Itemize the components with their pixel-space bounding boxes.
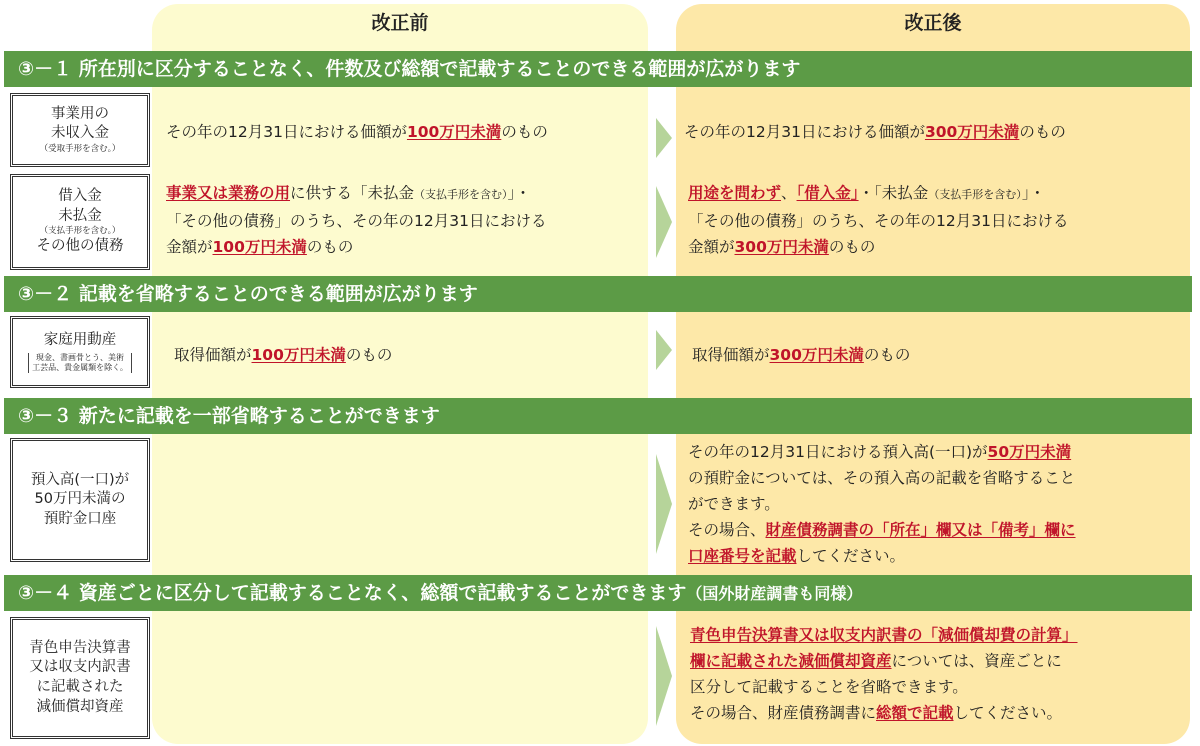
text-part: のもの (828, 238, 876, 256)
after-column-header: 改正後 (904, 12, 962, 34)
text-part: その年の12月31日における価額が (166, 123, 407, 141)
text-part: のもの (306, 238, 354, 256)
change-arrow (656, 330, 672, 370)
emphasis-text: 用途を問わず (688, 184, 782, 202)
label-note: （支払手形を含む。） (39, 226, 121, 237)
after-depreciable-text (690, 622, 1078, 726)
text-part: 、 (781, 184, 797, 202)
text-part: 取得価額が (692, 346, 770, 364)
text-line: の預貯金については、その預入高の記載を省略すること (688, 469, 1076, 487)
label-line: 預貯金口座 (43, 510, 117, 527)
text-small: （支払手形を含む） (928, 188, 1022, 201)
emphasis-text: 「借入金」 (796, 184, 859, 202)
label-small-deposits (10, 438, 150, 562)
section-heading-3-1: ③－１ 所在別に区分することなく、件数及び総額で記載することのできる範囲が広がります (4, 51, 1192, 87)
label-line: 預入高(一口)が (30, 471, 130, 488)
label-line: その他の債務 (36, 238, 124, 255)
label-line: 又は収支内訳書 (29, 659, 131, 676)
text-line (690, 622, 1078, 648)
emphasis-text: 事業又は業務の用 (166, 184, 291, 202)
label-note: （受取手形を含む。） (39, 144, 121, 155)
before-column-panel (152, 4, 648, 744)
after-receivables-text (684, 119, 1066, 145)
label-line: に記載された (36, 679, 124, 695)
section-heading-3-4 (4, 575, 1192, 611)
emphasis-text: 総額で記載 (876, 704, 954, 722)
change-arrow (656, 186, 672, 258)
text-part: してください。 (796, 547, 906, 565)
emphasis-text: 口座番号を記載 (688, 547, 797, 565)
label-note (28, 353, 132, 373)
text-part: 」・ (507, 184, 531, 202)
label-household-goods (10, 316, 150, 388)
emphasis-amount: 100万円未満 (406, 123, 502, 141)
label-line: 家庭用動産 (43, 332, 117, 349)
label-note-line: 工芸品、貴金属類を除く。 (32, 362, 128, 372)
label-line: 青色申告決算書 (29, 639, 131, 656)
text-part: に供する「未払金 (290, 184, 415, 202)
after-deposits-text (688, 439, 1076, 569)
text-line (688, 543, 1076, 569)
after-household-text (692, 342, 910, 368)
change-arrow (656, 454, 672, 554)
emphasis-text: 欄に記載された減価償却資産 (690, 652, 892, 670)
text-line (690, 648, 1078, 674)
label-line: 減価償却資産 (36, 698, 124, 715)
text-part: については、資産ごとに (891, 652, 1062, 670)
emphasis-amount: 100万円未満 (212, 238, 307, 256)
text-part: 金額が (688, 238, 735, 256)
label-debts (10, 174, 150, 270)
change-arrow (656, 118, 672, 158)
change-arrow (656, 626, 672, 726)
text-part: その場合、 (688, 521, 766, 539)
text-line: 区分して記載することを省略できます。 (690, 678, 968, 696)
text-part: 取得価額が (174, 346, 252, 364)
text-part: 」・ (1021, 184, 1046, 202)
text-line (688, 439, 1076, 465)
after-debts-text (688, 180, 1068, 260)
text-line: 「その他の債務」のうち、その年の12月31日における (166, 212, 547, 230)
text-part: のもの (863, 346, 911, 364)
label-depreciable-assets (10, 617, 150, 739)
section-heading-3-4-text: ③－４ 資産ごとに区分して記載することなく、総額で記載することができます (18, 582, 687, 604)
text-part: のもの (1019, 123, 1066, 141)
text-part: その年の12月31日における預入高(一口)が (688, 443, 988, 461)
text-line (166, 180, 546, 208)
section-heading-3-2: ③－２ 記載を省略することのできる範囲が広がります (4, 276, 1192, 312)
text-small: （支払手形を含む） (414, 188, 508, 201)
text-part: のもの (345, 346, 393, 364)
label-note-line: 現金、書画骨とう、美術 (36, 352, 124, 362)
text-part: ・「未払金 (858, 184, 929, 202)
label-line: 借入金 (58, 188, 102, 205)
before-receivables-text (166, 119, 548, 145)
text-part: のもの (501, 123, 548, 141)
text-line: 「その他の債務」のうち、その年の12月31日における (688, 212, 1069, 230)
text-line (688, 517, 1076, 543)
before-household-text (174, 342, 392, 368)
text-line (166, 234, 546, 260)
text-line: ができます。 (688, 495, 780, 513)
before-debts-text (166, 180, 546, 260)
emphasis-amount: 300万円未満 (924, 123, 1020, 141)
label-line: 事業用の (51, 105, 109, 122)
emphasis-amount: 300万円未満 (734, 238, 829, 256)
label-line: 未収入金 (51, 125, 109, 142)
label-business-receivables (10, 93, 150, 167)
emphasis-text: 青色申告決算書又は収支内訳書の「減価償却費の計算」 (690, 626, 1078, 644)
emphasis-amount: 100万円未満 (251, 346, 346, 364)
text-part: その年の12月31日における価額が (684, 123, 925, 141)
label-line: 50万円未満の (34, 491, 126, 508)
section-heading-3-4-note: （国外財産調書も同様） (686, 584, 863, 603)
text-part: 金額が (166, 238, 213, 256)
text-part: その場合、財産債務調書に (690, 704, 877, 722)
emphasis-amount: 300万円未満 (769, 346, 864, 364)
emphasis-amount: 50万円未満 (987, 443, 1072, 461)
text-part: してください。 (953, 704, 1063, 722)
label-line: 未払金 (58, 207, 102, 224)
text-line (690, 700, 1078, 726)
text-line (688, 180, 1068, 208)
emphasis-text: 財産債務調書の「所在」欄又は「備考」欄に (765, 521, 1076, 539)
text-line (688, 234, 1068, 260)
before-column-header: 改正前 (371, 12, 429, 34)
section-heading-3-3: ③－３ 新たに記載を一部省略することができます (4, 398, 1192, 434)
